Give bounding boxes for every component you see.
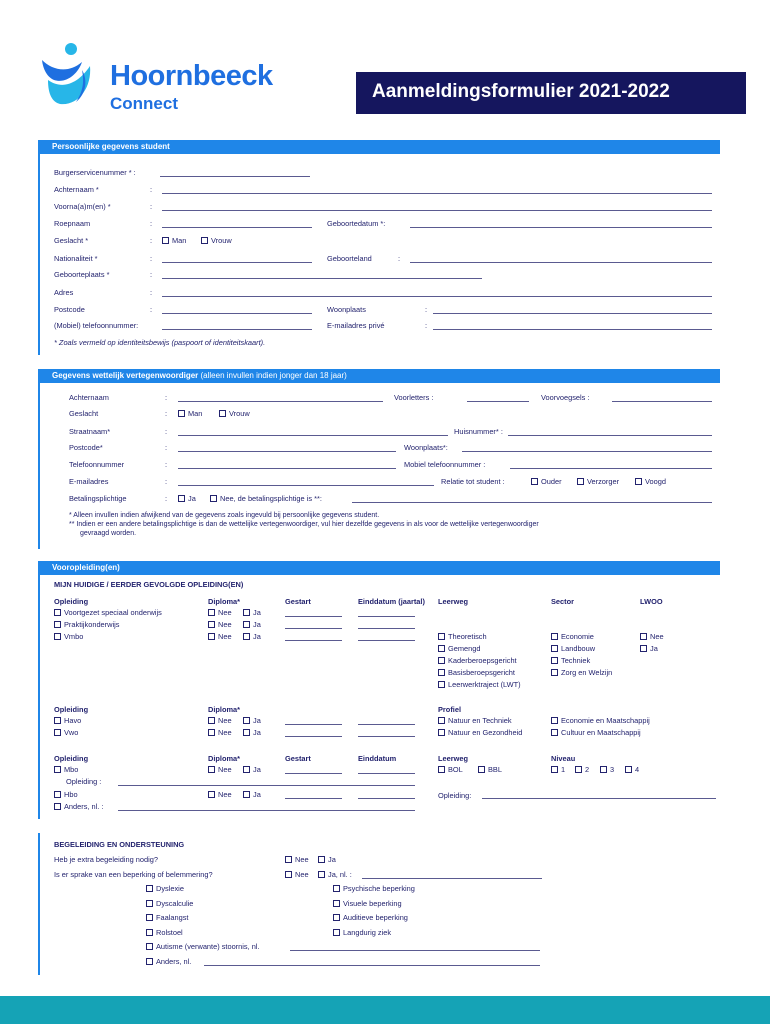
checkbox-icon xyxy=(146,900,153,907)
telefoon-field[interactable] xyxy=(162,329,312,330)
checkbox-icon xyxy=(333,929,340,936)
checkbox-icon xyxy=(438,729,445,736)
lwoo-ja[interactable]: Ja xyxy=(640,644,658,653)
section-support-heading: BEGELEIDING EN ONDERSTEUNING xyxy=(54,840,185,849)
col-opleiding: Opleiding xyxy=(54,597,89,606)
geslacht-label: Geslacht * xyxy=(54,236,89,245)
pro-checkbox[interactable]: Praktijkonderwijs xyxy=(54,620,119,629)
support-psychisch[interactable]: Psychische beperking xyxy=(333,884,415,893)
g-voorletters-field[interactable] xyxy=(467,401,529,402)
mbo-gestart-field[interactable] xyxy=(285,773,342,774)
checkbox-icon xyxy=(531,478,538,485)
checkbox-icon xyxy=(54,621,61,628)
logo-wordmark-hoornbeeck: Hoornbeeck xyxy=(110,60,273,92)
g-betaling-nee-checkbox[interactable]: Nee, de betalingsplichtige is **: xyxy=(210,494,322,503)
checkbox-icon xyxy=(243,609,250,616)
col-gestart: Gestart xyxy=(285,597,311,606)
achternaam-label: Achternaam * xyxy=(54,185,99,194)
havo-eind-field[interactable] xyxy=(358,724,415,725)
leerweg-bol[interactable]: BOL xyxy=(438,765,463,774)
col-opleiding-2: Opleiding xyxy=(54,705,89,714)
footer-band xyxy=(0,996,770,1024)
colon: : xyxy=(150,202,153,211)
logo-wordmark-connect: Connect xyxy=(110,94,178,113)
support-q2-ja[interactable]: Ja, nl. : xyxy=(318,870,352,879)
g-mobiel-label: Mobiel telefoonnummer : xyxy=(404,460,486,469)
checkbox-icon xyxy=(219,410,226,417)
support-q1-ja[interactable]: Ja xyxy=(318,855,336,864)
anders-checkbox[interactable]: Anders, nl. : xyxy=(54,802,103,811)
checkbox-icon xyxy=(551,729,558,736)
section-guardian-frame xyxy=(38,369,40,549)
colon: : xyxy=(165,427,168,436)
checkbox-icon xyxy=(208,717,215,724)
checkbox-icon xyxy=(208,621,215,628)
geboorteland-label: Geboorteland xyxy=(327,254,372,263)
checkbox-icon xyxy=(178,410,185,417)
hbo-eind-field[interactable] xyxy=(358,798,415,799)
checkbox-icon xyxy=(333,914,340,921)
colon: : xyxy=(425,321,428,330)
checkbox-icon xyxy=(551,633,558,640)
checkbox-icon xyxy=(54,766,61,773)
col-einddatum: Einddatum (jaartal) xyxy=(358,597,425,606)
hbo-gestart-field[interactable] xyxy=(285,798,342,799)
support-visueel[interactable]: Visuele beperking xyxy=(333,899,402,908)
woonplaats-label: Woonplaats xyxy=(327,305,366,314)
colon: : xyxy=(165,393,168,402)
voornamen-field[interactable] xyxy=(162,210,712,211)
checkbox-icon xyxy=(243,729,250,736)
geboortedatum-field[interactable] xyxy=(410,227,712,228)
g-betaling-label: Betalingsplichtige xyxy=(69,494,127,503)
diploma-vwo-ja[interactable]: Ja xyxy=(243,728,261,737)
g-huisnummer-field[interactable] xyxy=(508,435,712,436)
anders-field[interactable] xyxy=(118,810,415,811)
checkbox-icon xyxy=(54,717,61,724)
colon: : xyxy=(150,236,153,245)
support-autisme-field[interactable] xyxy=(290,950,540,951)
support-q1: Heb je extra begeleiding nodig? xyxy=(54,855,158,864)
nationaliteit-field[interactable] xyxy=(162,262,312,263)
checkbox-icon xyxy=(208,633,215,640)
mbo-checkbox[interactable]: Mbo xyxy=(54,765,78,774)
checkbox-icon xyxy=(438,633,445,640)
support-autisme[interactable]: Autisme (verwante) stoornis, nl. xyxy=(146,942,260,951)
vwo-eind-field[interactable] xyxy=(358,736,415,737)
geslacht-man-checkbox[interactable]: Man xyxy=(162,236,186,245)
colon: : xyxy=(150,219,153,228)
niveau-2[interactable]: 2 xyxy=(575,765,589,774)
diploma-hbo-ja[interactable]: Ja xyxy=(243,790,261,799)
gestart-field-1[interactable] xyxy=(285,616,342,617)
checkbox-icon xyxy=(438,766,445,773)
g-straatnaam-label: Straatnaam* xyxy=(69,427,111,436)
support-auditief[interactable]: Auditieve beperking xyxy=(333,913,408,922)
checkbox-icon xyxy=(146,885,153,892)
diploma-vwo-nee[interactable]: Nee xyxy=(208,728,232,737)
checkbox-icon xyxy=(285,856,292,863)
g-note-3: gevraagd worden. xyxy=(80,530,137,537)
hbo-opleiding-field[interactable] xyxy=(482,798,716,799)
diploma-vmbo-ja[interactable]: Ja xyxy=(243,632,261,641)
email-field[interactable] xyxy=(433,329,712,330)
checkbox-icon xyxy=(162,237,169,244)
achternaam-field[interactable] xyxy=(162,193,712,194)
checkbox-icon xyxy=(210,495,217,502)
colon: : xyxy=(398,254,401,263)
col-leerweg: Leerweg xyxy=(438,597,468,606)
section-support-frame xyxy=(38,833,40,975)
profiel-nt[interactable]: Natuur en Techniek xyxy=(438,716,512,725)
checkbox-icon xyxy=(551,766,558,773)
col-gestart-3: Gestart xyxy=(285,754,311,763)
col-diploma-3: Diploma* xyxy=(208,754,241,763)
bsn-label: Burgerservicenummer * : xyxy=(54,168,136,177)
sector-techniek[interactable]: Techniek xyxy=(551,656,590,665)
adres-field[interactable] xyxy=(162,296,712,297)
g-achternaam-label: Achternaam xyxy=(69,393,109,402)
g-relatie-label: Relatie tot student : xyxy=(441,477,505,486)
section-guardian-heading: Gegevens wettelijk vertegenwoordiger (alleen invullen indien jonger dan 18 jaar) xyxy=(38,369,720,383)
g-ouder-checkbox[interactable]: Ouder xyxy=(531,477,562,486)
checkbox-icon xyxy=(201,237,208,244)
checkbox-icon xyxy=(146,929,153,936)
checkbox-icon xyxy=(178,495,185,502)
colon: : xyxy=(165,443,168,452)
checkbox-icon xyxy=(577,478,584,485)
g-email-field[interactable] xyxy=(178,485,434,486)
sector-zorg[interactable]: Zorg en Welzijn xyxy=(551,668,612,677)
support-q2-field[interactable] xyxy=(362,878,542,879)
checkbox-icon xyxy=(575,766,582,773)
checkbox-icon xyxy=(625,766,632,773)
page-title: Aanmeldingsformulier 2021-2022 xyxy=(356,72,746,114)
col-niveau: Niveau xyxy=(551,754,576,763)
col-opleiding-3: Opleiding xyxy=(54,754,89,763)
diploma-havo-ja[interactable]: Ja xyxy=(243,716,261,725)
support-q2: Is er sprake van een beperking of belemmering? xyxy=(54,870,213,879)
diploma-mbo-ja[interactable]: Ja xyxy=(243,765,261,774)
g-woonplaats-field[interactable] xyxy=(462,451,712,452)
colon: : xyxy=(165,477,168,486)
mbo-opleiding-field[interactable] xyxy=(118,785,415,786)
leerweg-theoretisch[interactable]: Theoretisch xyxy=(438,632,487,641)
g-verzorger-checkbox[interactable]: Verzorger xyxy=(577,477,619,486)
checkbox-icon xyxy=(54,791,61,798)
checkbox-icon xyxy=(318,871,325,878)
g-mobiel-field[interactable] xyxy=(510,468,712,469)
colon: : xyxy=(150,305,153,314)
checkbox-icon xyxy=(208,609,215,616)
geboorteplaats-field[interactable] xyxy=(162,278,482,279)
roepnaam-label: Roepnaam xyxy=(54,219,91,228)
colon: : xyxy=(150,288,153,297)
checkbox-icon xyxy=(54,609,61,616)
checkbox-icon xyxy=(551,645,558,652)
gestart-field-3[interactable] xyxy=(285,640,342,641)
leerweg-bbl[interactable]: BBL xyxy=(478,765,502,774)
roepnaam-field[interactable] xyxy=(162,227,312,228)
checkbox-icon xyxy=(54,729,61,736)
geboortedatum-label: Geboortedatum *: xyxy=(327,219,386,228)
mbo-eind-field[interactable] xyxy=(358,773,415,774)
g-betaling-ja-checkbox[interactable]: Ja xyxy=(178,494,196,503)
havo-gestart-field[interactable] xyxy=(285,724,342,725)
g-geslacht-label: Geslacht xyxy=(69,409,99,418)
prior-subheading: MIJN HUIDIGE / EERDER GEVOLGDE OPLEIDING(EN) xyxy=(54,580,244,589)
support-dyslexie[interactable]: Dyslexie xyxy=(146,884,184,893)
g-achternaam-field[interactable] xyxy=(178,401,383,402)
colon: : xyxy=(150,270,153,279)
colon: : xyxy=(425,305,428,314)
support-faalangst[interactable]: Faalangst xyxy=(146,913,188,922)
checkbox-icon xyxy=(551,669,558,676)
g-woonplaats-label: Woonplaats*: xyxy=(404,443,448,452)
checkbox-icon xyxy=(146,958,153,965)
support-anders-field[interactable] xyxy=(204,965,540,966)
support-anders[interactable]: Anders, nl. xyxy=(146,957,191,966)
col-diploma: Diploma* xyxy=(208,597,241,606)
g-voorvoegsels-label: Voorvoegsels : xyxy=(541,393,590,402)
postcode-field[interactable] xyxy=(162,313,312,314)
geslacht-vrouw-checkbox[interactable]: Vrouw xyxy=(201,236,232,245)
profiel-cm[interactable]: Cultuur en Maatschappij xyxy=(551,728,641,737)
checkbox-icon xyxy=(243,717,250,724)
einddatum-field-1[interactable] xyxy=(358,616,415,617)
email-label: E-mailadres privé xyxy=(327,321,385,330)
voornamen-label: Voorna(a)m(en) * xyxy=(54,202,111,211)
diploma-havo-nee[interactable]: Nee xyxy=(208,716,232,725)
profiel-em[interactable]: Economie en Maatschappij xyxy=(551,716,650,725)
g-telefoon-label: Telefoonnummer xyxy=(69,460,125,469)
checkbox-icon xyxy=(208,729,215,736)
sector-landbouw[interactable]: Landbouw xyxy=(551,644,595,653)
hbo-opleiding-label: Opleiding: xyxy=(438,791,472,800)
postcode-label: Postcode xyxy=(54,305,85,314)
g-vrouw-checkbox[interactable]: Vrouw xyxy=(219,409,250,418)
checkbox-icon xyxy=(635,478,642,485)
section-prior-heading: Vooropleiding(en) xyxy=(38,561,720,575)
g-postcode-label: Postcode* xyxy=(69,443,103,452)
woonplaats-field[interactable] xyxy=(433,313,712,314)
lwoo-nee[interactable]: Nee xyxy=(640,632,664,641)
colon: : xyxy=(150,185,153,194)
diploma-pro-ja[interactable]: Ja xyxy=(243,620,261,629)
checkbox-icon xyxy=(243,621,250,628)
support-q1-nee[interactable]: Nee xyxy=(285,855,309,864)
checkbox-icon xyxy=(208,791,215,798)
checkbox-icon xyxy=(146,943,153,950)
checkbox-icon xyxy=(478,766,485,773)
g-huisnummer-label: Huisnummer* : xyxy=(454,427,503,436)
g-voorletters-label: Voorletters : xyxy=(394,393,434,402)
g-note-2: ** Indien er een andere betalingsplichtige is dan de wettelijke vertegenwoordiger, vul hier dezelfde gegevens in als voor de wettelijke vertegenwoordiger xyxy=(69,521,539,528)
nationaliteit-label: Nationaliteit * xyxy=(54,254,98,263)
checkbox-icon xyxy=(285,871,292,878)
hbo-checkbox[interactable]: Hbo xyxy=(54,790,78,799)
sector-economie[interactable]: Economie xyxy=(551,632,594,641)
diploma-mbo-nee[interactable]: Nee xyxy=(208,765,232,774)
checkbox-icon xyxy=(438,657,445,664)
g-voorvoegsels-field[interactable] xyxy=(612,401,712,402)
checkbox-icon xyxy=(146,914,153,921)
col-einddatum-3: Einddatum xyxy=(358,754,397,763)
checkbox-icon xyxy=(333,900,340,907)
havo-checkbox[interactable]: Havo xyxy=(54,716,81,725)
g-email-label: E-mailadres xyxy=(69,477,109,486)
checkbox-icon xyxy=(438,645,445,652)
vso-checkbox[interactable]: Voortgezet speciaal onderwijs xyxy=(54,608,162,617)
checkbox-icon xyxy=(438,669,445,676)
colon: : xyxy=(165,494,168,503)
leerweg-gemengd[interactable]: Gemengd xyxy=(438,644,480,653)
einddatum-field-3[interactable] xyxy=(358,640,415,641)
hoornbeeck-logo-icon xyxy=(38,40,110,112)
profiel-ng[interactable]: Natuur en Gezondheid xyxy=(438,728,522,737)
diploma-pro-nee[interactable]: Nee xyxy=(208,620,232,629)
diploma-vmbo-nee[interactable]: Nee xyxy=(208,632,232,641)
support-q2-nee[interactable]: Nee xyxy=(285,870,309,879)
col-diploma-2: Diploma* xyxy=(208,705,241,714)
niveau-1[interactable]: 1 xyxy=(551,765,565,774)
g-man-checkbox[interactable]: Man xyxy=(178,409,202,418)
support-rolstoel[interactable]: Rolstoel xyxy=(146,928,183,937)
checkbox-icon xyxy=(318,856,325,863)
col-sector: Sector xyxy=(551,597,575,606)
diploma-vso-ja[interactable]: Ja xyxy=(243,608,261,617)
g-straatnaam-field[interactable] xyxy=(178,435,448,436)
checkbox-icon xyxy=(208,766,215,773)
geboorteland-field[interactable] xyxy=(410,262,712,263)
col-profiel: Profiel xyxy=(438,705,461,714)
diploma-vso-nee[interactable]: Nee xyxy=(208,608,232,617)
support-langdurig[interactable]: Langdurig ziek xyxy=(333,928,391,937)
colon: : xyxy=(150,254,153,263)
checkbox-icon xyxy=(640,645,647,652)
adres-label: Adres xyxy=(54,288,74,297)
geboorteplaats-label: Geboorteplaats * xyxy=(54,270,110,279)
telefoon-label: (Mobiel) telefoonnummer: xyxy=(54,321,139,330)
personal-note: * Zoals vermeld op identiteitsbewijs (paspoort of identiteitskaart). xyxy=(54,338,266,347)
checkbox-icon xyxy=(600,766,607,773)
leerweg-basis[interactable]: Basisberoepsgericht xyxy=(438,668,515,677)
col-lwoo: LWOO xyxy=(640,597,663,606)
vwo-checkbox[interactable]: Vwo xyxy=(54,728,78,737)
diploma-hbo-nee[interactable]: Nee xyxy=(208,790,232,799)
colon: : xyxy=(165,409,168,418)
g-note-1: * Alleen invullen indien afwijkend van de gegevens zoals ingevuld bij persoonlijke gegevens student. xyxy=(69,512,380,519)
g-postcode-field[interactable] xyxy=(178,451,396,452)
checkbox-icon xyxy=(54,803,61,810)
einddatum-field-2[interactable] xyxy=(358,628,415,629)
vwo-gestart-field[interactable] xyxy=(285,736,342,737)
checkbox-icon xyxy=(243,766,250,773)
checkbox-icon xyxy=(243,633,250,640)
support-dyscalculie[interactable]: Dyscalculie xyxy=(146,899,193,908)
g-voogd-checkbox[interactable]: Voogd xyxy=(635,477,666,486)
checkbox-icon xyxy=(640,633,647,640)
mbo-opleiding-label: Opleiding : xyxy=(66,777,102,786)
vmbo-checkbox[interactable]: Vmbo xyxy=(54,632,83,641)
section-personal-heading: Persoonlijke gegevens student xyxy=(38,140,720,154)
col-leerweg-3: Leerweg xyxy=(438,754,468,763)
checkbox-icon xyxy=(438,717,445,724)
leerweg-kader[interactable]: Kaderberoepsgericht xyxy=(438,656,517,665)
g-betaling-field[interactable] xyxy=(352,502,712,503)
checkbox-icon xyxy=(243,791,250,798)
colon: : xyxy=(165,460,168,469)
checkbox-icon xyxy=(438,681,445,688)
checkbox-icon xyxy=(551,657,558,664)
bsn-field[interactable] xyxy=(160,176,310,177)
niveau-3[interactable]: 3 xyxy=(600,765,614,774)
leerweg-lwt[interactable]: Leerwerktraject (LWT) xyxy=(438,680,521,689)
checkbox-icon xyxy=(551,717,558,724)
gestart-field-2[interactable] xyxy=(285,628,342,629)
section-personal-frame xyxy=(38,140,40,355)
section-prior-frame xyxy=(38,561,40,819)
checkbox-icon xyxy=(333,885,340,892)
checkbox-icon xyxy=(54,633,61,640)
niveau-4[interactable]: 4 xyxy=(625,765,639,774)
g-telefoon-field[interactable] xyxy=(178,468,396,469)
